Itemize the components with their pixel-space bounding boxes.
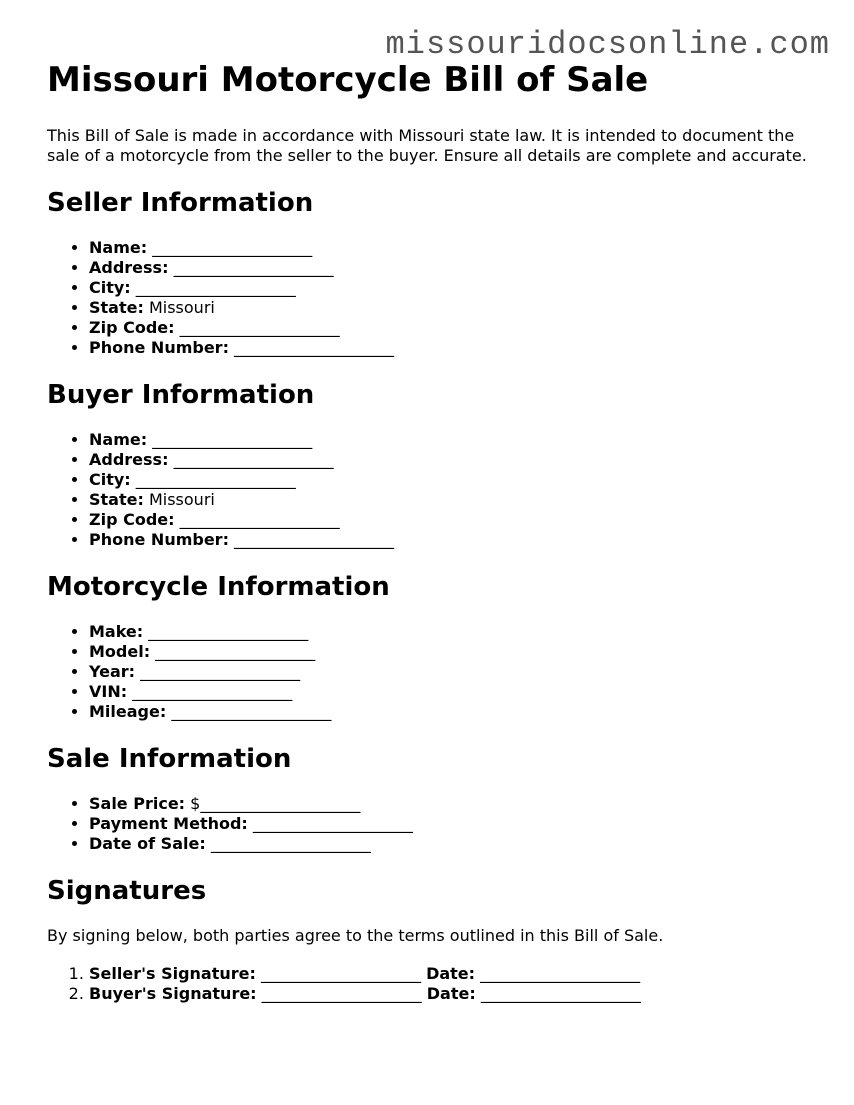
motorcycle-year-field <box>89 662 807 682</box>
field-label: State: <box>89 490 144 509</box>
site-watermark: missouridocsonline.com <box>385 26 830 63</box>
field-label: Buyer's Signature: <box>89 984 257 1003</box>
field-value: ____________________ <box>228 338 395 357</box>
field-label: Year: <box>89 662 136 681</box>
motorcycle-model-field <box>89 642 807 662</box>
field-value: ____________________ <box>135 662 301 681</box>
field-label: VIN: <box>89 682 128 701</box>
field-label: Seller's Signature: <box>89 964 256 983</box>
date-of-sale-field <box>89 834 807 854</box>
seller-state-field <box>89 298 807 318</box>
motorcycle-mileage-field <box>89 702 807 722</box>
document-body <box>47 58 807 1014</box>
seller-heading: Seller Information <box>47 188 314 218</box>
buyer-phone-field <box>89 530 807 550</box>
field-value: ____________________ <box>150 642 316 661</box>
seller-phone-field <box>89 338 807 358</box>
field-value: ____________________ <box>130 470 296 489</box>
field-label: Name: <box>89 238 148 257</box>
seller-zip-field <box>89 318 807 338</box>
motorcycle-vin-field <box>89 682 807 702</box>
signature-lines <box>47 964 807 1004</box>
field-value: ____________________ <box>247 814 413 833</box>
field-label: Phone Number: <box>89 530 229 549</box>
motorcycle-heading: Motorcycle Information <box>47 572 390 602</box>
field-label: City: <box>89 278 131 297</box>
field-value: ____________________ <box>168 258 334 277</box>
buyer-fields <box>47 430 807 550</box>
field-label: Mileage: <box>89 702 167 721</box>
sale-price-field <box>89 794 807 814</box>
field-value: Missouri <box>143 298 215 317</box>
motorcycle-make-field <box>89 622 807 642</box>
intro-paragraph: This Bill of Sale is made in accordance with Missouri state law. It is intended to document the sale of a motorcycle from the seller to the buyer. Ensure all details are complete and accurate. <box>47 126 807 165</box>
field-value: $____________________ <box>185 794 361 813</box>
field-label: State: <box>89 298 144 317</box>
field-value: ____________________ <box>168 450 334 469</box>
date-label: Date: <box>426 984 476 1003</box>
field-value: ____________________ <box>147 238 313 257</box>
motorcycle-fields <box>47 622 807 722</box>
seller-fields <box>47 238 807 358</box>
sale-fields <box>47 794 807 854</box>
field-label: Make: <box>89 622 144 641</box>
field-label: Payment Method: <box>89 814 248 833</box>
field-value: ____________________ <box>143 622 309 641</box>
field-value: ____________________ <box>147 430 313 449</box>
field-value: ____________________ <box>130 278 296 297</box>
field-label: Model: <box>89 642 151 661</box>
seller-section <box>47 186 807 358</box>
seller-name-field <box>89 238 807 258</box>
buyer-heading: Buyer Information <box>47 380 315 410</box>
buyer-address-field <box>89 450 807 470</box>
field-value: ____________________ <box>127 682 293 701</box>
field-label: City: <box>89 470 131 489</box>
signatures-heading: Signatures <box>47 876 207 906</box>
buyer-state-field <box>89 490 807 510</box>
sale-heading: Sale Information <box>47 744 292 774</box>
signatures-intro: By signing below, both parties agree to the terms outlined in this Bill of Sale. <box>47 926 664 945</box>
field-value: ____________________ <box>256 984 427 1003</box>
motorcycle-section <box>47 570 807 722</box>
buyer-city-field <box>89 470 807 490</box>
field-label: Name: <box>89 430 148 449</box>
field-label: Address: <box>89 450 169 469</box>
date-value: ____________________ <box>475 964 641 983</box>
seller-signature-line <box>89 964 807 984</box>
field-label: Zip Code: <box>89 318 175 337</box>
field-value: ____________________ <box>166 702 332 721</box>
date-label: Date: <box>426 964 476 983</box>
buyer-name-field <box>89 430 807 450</box>
field-label: Date of Sale: <box>89 834 206 853</box>
field-label: Zip Code: <box>89 510 175 529</box>
field-label: Phone Number: <box>89 338 229 357</box>
field-label: Sale Price: <box>89 794 186 813</box>
page-title: Missouri Motorcycle Bill of Sale <box>47 60 649 100</box>
signatures-section <box>47 874 807 1004</box>
buyer-signature-line <box>89 984 807 1004</box>
date-value: ____________________ <box>475 984 641 1003</box>
seller-city-field <box>89 278 807 298</box>
field-label: Address: <box>89 258 169 277</box>
field-value: ____________________ <box>228 530 395 549</box>
field-value: ____________________ <box>255 964 427 983</box>
payment-method-field <box>89 814 807 834</box>
seller-address-field <box>89 258 807 278</box>
field-value: ____________________ <box>174 318 340 337</box>
buyer-zip-field <box>89 510 807 530</box>
field-value: Missouri <box>143 490 215 509</box>
field-value: ____________________ <box>205 834 371 853</box>
field-value: ____________________ <box>174 510 340 529</box>
sale-section <box>47 742 807 854</box>
buyer-section <box>47 378 807 550</box>
